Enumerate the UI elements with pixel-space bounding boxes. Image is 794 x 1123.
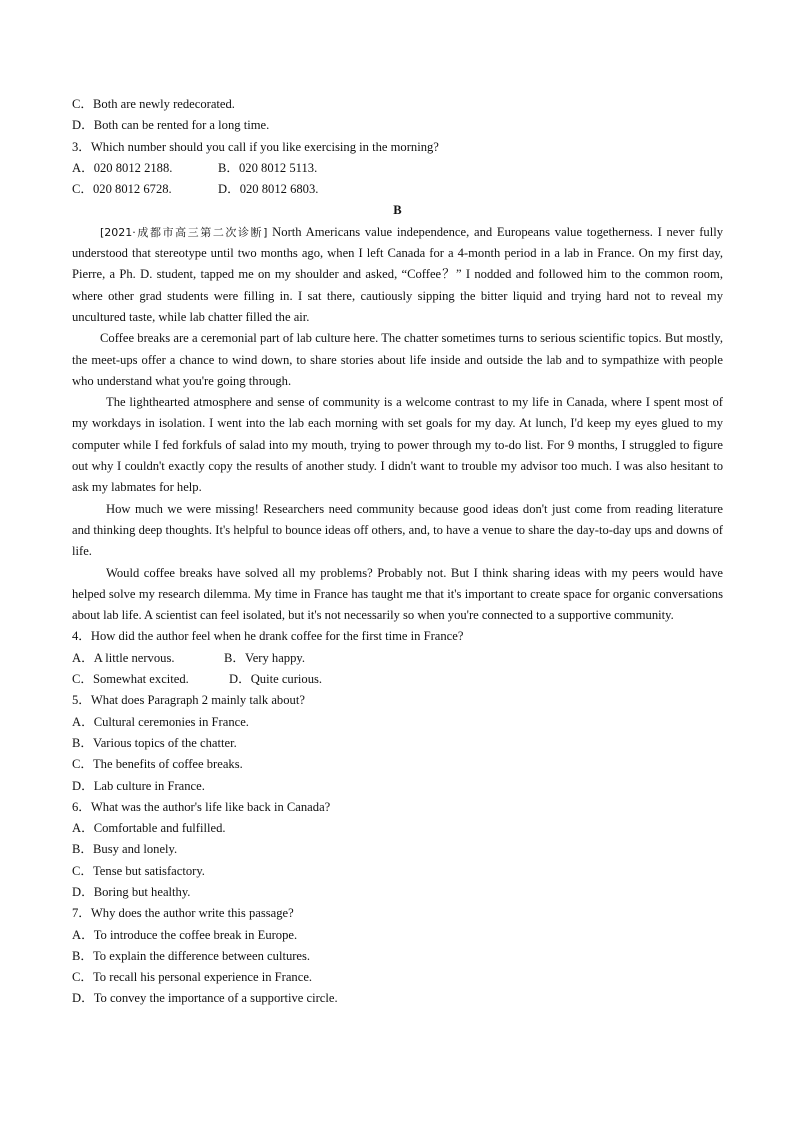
q6-stem: 6．What was the author's life like back in Canada? — [72, 799, 331, 814]
q6-option-c: C．Tense but satisfactory. — [72, 863, 205, 878]
q4-options-row-1 — [72, 648, 723, 669]
q7-option-a: A．To introduce the coffee break in Europe. — [72, 927, 298, 942]
source-tag: [2021·成都市高三第二次诊断] — [100, 225, 268, 239]
q3-options-row-1 — [72, 158, 723, 179]
passage-paragraph-2: Coffee breaks are a ceremonial part of lab culture here. The chatter sometimes turns to serious scientific topics. But mostly, the meet-ups offer a chance to wind down, to share stories about life inside and outside the lab and to sympathize with people who understand what you're going through. — [72, 331, 723, 388]
q2-option-c: C．Both are newly redecorated. — [72, 97, 235, 111]
q4-stem: 4．How did the author feel when he drank coffee for the first time in France? — [72, 629, 464, 644]
section-b-heading: B — [393, 203, 402, 218]
q3-stem: 3．Which number should you call if you like exercising in the morning? — [72, 139, 439, 154]
q5-stem: 5．What does Paragraph 2 mainly talk about? — [72, 693, 305, 708]
q2-option-d: D．Both can be rented for a long time. — [72, 118, 270, 133]
q7-option-d: D．To convey the importance of a supportive circle. — [72, 991, 338, 1006]
q4-option-d: D．Quite curious. — [229, 672, 323, 687]
q3-option-c: C．020 8012 6728. — [72, 182, 172, 197]
q5-option-d: D．Lab culture in France. — [72, 778, 205, 793]
passage-paragraph-4: How much we were missing! Researchers need community because good ideas don't just come from reading literature and thinking deep thoughts. It's helpful to bounce ideas off others, and, to have a venue to share the day-to-day ups and downs of life. — [72, 501, 723, 559]
q7-option-b: B．To explain the difference between cultures. — [72, 948, 311, 963]
paragraph-1-text: North Americans value independence, and Europeans value togetherness. I never fully understood that stereotype until two months ago, when I left Canada for a 4-month period in a lab in France. On my first day, Pierre, a Ph. D. student, tapped me on my shoulder and asked, “Coffee？” I nodded and followed him to the common room, where other grad students were filling in. I sat there, cautiously sipping the bitter liquid and trying hard not to reveal my uncultured taste, while lab chatter filled the air. — [72, 224, 723, 324]
document-page — [72, 94, 723, 1010]
q3-option-b: B．020 8012 5113. — [218, 160, 318, 175]
q5-option-c: C．The benefits of coffee breaks. — [72, 757, 243, 772]
q7-option-c: C．To recall his personal experience in France. — [72, 970, 313, 985]
q4-option-b: B．Very happy. — [224, 650, 306, 665]
q6-option-b: B．Busy and lonely. — [72, 842, 178, 857]
q4-option-a: A．A little nervous. — [72, 650, 175, 665]
passage-paragraph-5: Would coffee breaks have solved all my problems? Probably not. But I think sharing ideas with my peers would have helped solve my research dilemma. My time in France has taught me that it's important to create space for organic conversations about lab life. A scientist can feel isolated, but it's not necessarily so when you're connected to a supportive community. — [72, 565, 723, 623]
q5-option-b: B．Various topics of the chatter. — [72, 735, 237, 750]
q3-options-row-2 — [72, 179, 723, 200]
passage-paragraph-3: The lighthearted atmosphere and sense of community is a welcome contrast to my life in Canada, where I spent most of my workdays in isolation. I went into the lab each morning with set goals for my day. At lunch, I'd keep my eyes glued to my computer while I fed forkfuls of salad into my mouth, trying to power through my to-do list. For 9 months, I struggled to figure out why I couldn't exactly copy the results of another study. I didn't want to trouble my advisor too much. I was also hesitant to ask my labmates for help. — [72, 395, 723, 495]
q3-option-d: D．020 8012 6803. — [218, 182, 319, 197]
q6-option-a: A．Comfortable and fulfilled. — [72, 821, 226, 836]
q5-option-a: A．Cultural ceremonies in France. — [72, 714, 249, 729]
passage-paragraph-1 — [72, 222, 723, 328]
q4-option-c: C．Somewhat excited. — [72, 672, 189, 687]
q3-option-a: A．020 8012 2188. — [72, 160, 173, 175]
q4-options-row-2 — [72, 669, 723, 690]
q7-stem: 7．Why does the author write this passage? — [72, 906, 294, 921]
q6-option-d: D．Boring but healthy. — [72, 884, 191, 899]
